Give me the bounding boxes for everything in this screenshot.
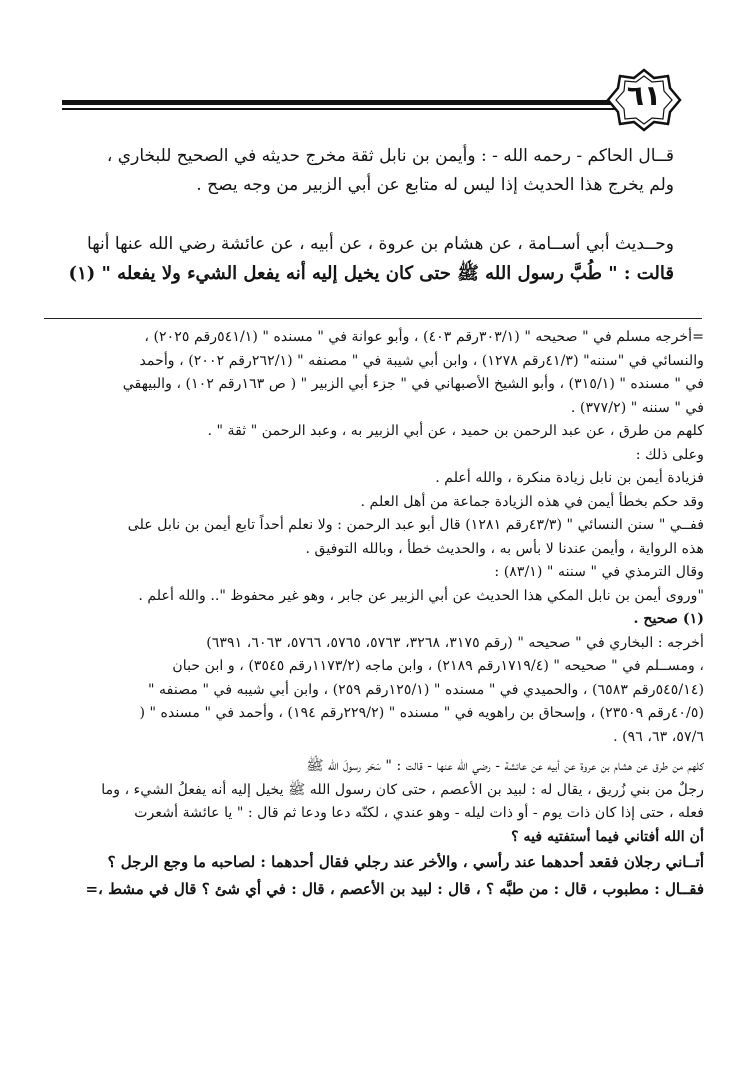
footnote-line: (١) صحيح . (633, 611, 704, 627)
footnote-line: رجلٌ من بني زُريق ، يقال له : لبيد بن الأعصم ، حتى كان رسول الله ﷺ يخيل إليه أنه يفعلُ الشيء ، وما (101, 781, 704, 798)
footnote-line: وقد حكم بخطأ أيمن في هذه الزيادة جماعة من أهل العلم . (360, 493, 704, 510)
footnote-line: هذه الرواية ، وأيمن عندنا لا بأس به ، والحديث خطأ ، وبالله التوفيق . (305, 540, 704, 557)
main-text (44, 142, 674, 288)
footnote-line: ، ومســلم في " صحيحه " (١٧١٩/٤رقم ٢١٨٩) ، وابن ماجه (١١٧٣/٢رقم ٣٥٤٥) ، و ابن حبان (172, 658, 704, 674)
footnote-line: (٥٤٥/١٤رقم ٦٥٨٣) ، والحميدي في " مسنده " (١٢٥/١رقم ٢٥٩) ، وابن أبي شيبه في " مصنفه " (148, 681, 704, 698)
footnote-line: فقــال : مطبوب ، قال : من طبَّه ؟ ، قال : لبيد بن الأعصم ، قال : في أي شئ ؟ قال في مشط ،= (85, 880, 704, 898)
footnote-line: فعله ، حتى إذا كان ذات يوم - أو ذات ليله - وهو عندي ، لكنّه دعا ودعا ثم قال : " يا عائشة أشعرت (134, 805, 704, 821)
footnote-line: ٥٧/٦، ٦٣، ٩٦) . (613, 728, 704, 745)
footnote-line: والنسائي في "سننه" (٤١/٣رقم ١٢٧٨) ، وابن أبي شيبة في " مصنفه " (٢٦٢/١رقم ٢٠٠٢) ، وأحمد (139, 352, 704, 369)
footnote-line: في " مسنده " (٣١٥/١) ، وأبو الشيخ الأصبهاني في " جزء أبي الزبير " ( ص ١٦٣رقم ١٠٢) ، والبيهقي (122, 376, 704, 392)
main-line (44, 200, 674, 230)
header-rule-thin (62, 108, 648, 110)
footnotes (40, 326, 704, 903)
footnote-line: ففــي " سنن النسائي " (٤٣/٣رقم ١٢٨١) قال أبو عبد الرحمن : ولا نعلم أحداً تابع أيمن بن نابل على (127, 517, 704, 533)
main-line: وحــديث أبي أســامة ، عن هشام بن عروة ، عن أبيه ، عن عائشة رضي الله عنها أنها (87, 234, 674, 254)
footnote-line: وقال الترمذي في " سننه " (٨٣/١) : (494, 564, 704, 580)
page-number: ٦١ (626, 79, 662, 112)
footnote-line: في " سننه " (٣٧٧/٢) . (570, 399, 704, 416)
footnote-line: أن الله أفتاني فيما أستفتيه فيه ؟ (511, 828, 704, 845)
page-number-badge (606, 68, 682, 132)
footnote-line: أتــاني رجلان فقعد أحدهما عند رأسي ، والأخر عند رجلي فقال أحدهما : لصاحبه ما وجع الرجل ؟ (107, 853, 704, 871)
footnote-line: فزيادة أيمن بن نابل زيادة منكرة ، والله أعلم . (435, 470, 704, 486)
footnote-line: كلهم من طرق عن هشام بن عروة عن أبيه عن عائشة - رضي الله عنها - قالت : " سَحَر رسولَ الله ﷺ (306, 758, 704, 774)
footnote-line: وعلى ذلك : (635, 446, 704, 463)
footnote-line: أخرجه : البخاري في " صحيحه " (رقم ٣١٧٥، ٣٢٦٨، ٥٧٦٣، ٥٧٦٥، ٥٧٦٦، ٦٠٦٣، ٦٣٩١) (206, 634, 704, 651)
footnote-line: (٤٠/٥رقم ٢٣٥٠٩) ، وإسحاق بن راهويه في " مسنده " (٢٢٩/٢رقم ١٩٤) ، وأحمد في " مسنده " ( (139, 705, 704, 721)
footnote-line: =أخرجه مسلم في " صحيحه " (٣٠٣/١رقم ٤٠٣) ، وأبو عوانة في " مسنده " (٥٤١/١رقم ٢٠٢٥) ، (144, 329, 704, 345)
header-rule (62, 100, 648, 105)
footnote-line: "وروى أيمن بن نابل المكي هذا الحديث عن أبي الزبير عن جابر ، وهو غير محفوظ ".. والله أعلم . (138, 587, 704, 604)
main-line: قــال الحاكم - رحمه الله - : وأيمن بن نابل ثقة مخرج حديثه في الصحيح للبخاري ، (106, 146, 674, 166)
footnote-separator (44, 318, 702, 319)
footnote-line: كلهم من طرق ، عن عبد الرحمن بن حميد ، عن أبي الزبير به ، وعبد الرحمن " ثقة " . (207, 423, 704, 439)
main-line: ولم يخرج هذا الحديث إذا ليس له متابع عن أبي الزبير من وجه يصح . (196, 175, 674, 195)
main-line: قالت : " طُبَّ رسول الله ﷺ حتى كان يخيل إليه أنه يفعل الشيء ولا يفعله " (١) (68, 263, 674, 284)
